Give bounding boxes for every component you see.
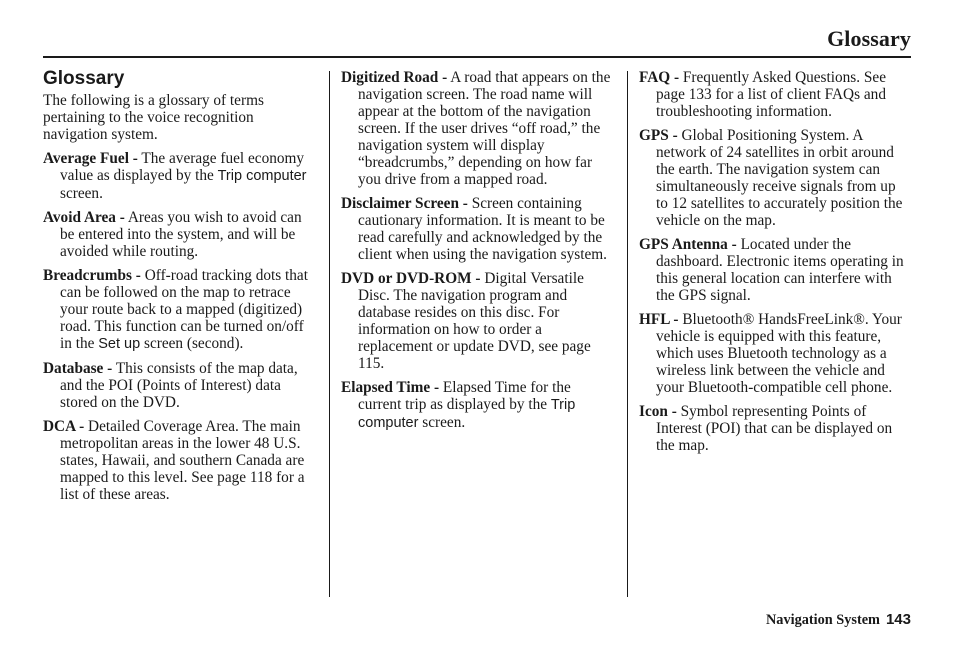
- glossary-definition: Located under the dashboard. Electronic items operating in this general location can interfere with the GPS signal.: [656, 236, 904, 304]
- column-2: [341, 69, 613, 439]
- glossary-term: Database -: [43, 360, 113, 377]
- page-number: 143: [885, 611, 911, 628]
- glossary-entry-icon: [639, 403, 911, 454]
- column-divider-2: [627, 71, 628, 597]
- glossary-entry-avoid-area: [43, 209, 315, 260]
- section-intro: The following is a glossary of terms pertaining to the voice recognition navigation system.: [43, 92, 264, 143]
- section-title: Glossary: [43, 68, 125, 89]
- column-divider-1: [329, 71, 330, 597]
- footer-label: Navigation System: [765, 612, 880, 628]
- glossary-entry-elapsed-time: [341, 379, 613, 432]
- glossary-term: Breadcrumbs -: [43, 267, 141, 284]
- ui-label: Set up: [98, 336, 141, 352]
- glossary-entry-database: [43, 360, 315, 411]
- glossary-definition: Areas you wish to avoid can be entered into the system, and will be avoided while routing.: [60, 209, 302, 260]
- header-rule: [43, 56, 911, 58]
- glossary-definition-tail: screen.: [60, 185, 103, 202]
- glossary-term: Avoid Area -: [43, 209, 125, 226]
- glossary-definition: Digital Versatile Disc. The navigation program and database resides on this disc. For information on how to order a replacement or update DVD, see page 115.: [358, 270, 591, 372]
- glossary-term: Average Fuel -: [43, 150, 138, 167]
- glossary-term: Digitized Road -: [341, 69, 448, 86]
- glossary-term: DVD or DVD-ROM -: [341, 270, 481, 287]
- page-header-title: Glossary: [827, 26, 911, 51]
- glossary-definition: Bluetooth® HandsFreeLink®. Your vehicle is equipped with this feature, which uses Bluetooth technology as a wireless link between the vehicle and your Bluetooth-compatible cell phone.: [656, 311, 902, 396]
- glossary-definition-tail: screen.: [418, 414, 466, 431]
- glossary-entry-dca: [43, 418, 315, 503]
- glossary-definition: A road that appears on the navigation screen. The road name will appear at the bottom of the navigation screen. If the user drives “off road,” the navigation system will display “breadcrumbs,” depending on how far you drive from a mapped road.: [358, 69, 611, 188]
- glossary-term: GPS Antenna -: [639, 236, 737, 253]
- glossary-term: FAQ -: [639, 69, 680, 86]
- glossary-term: GPS -: [639, 127, 678, 144]
- glossary-entry-dvd: [341, 270, 613, 372]
- column-3: [639, 69, 911, 461]
- glossary-term: Disclaimer Screen -: [341, 195, 468, 212]
- glossary-term: DCA -: [43, 418, 85, 435]
- glossary-term: Elapsed Time -: [341, 379, 440, 396]
- glossary-definition: Symbol representing Points of Interest (POI) that can be displayed on the map.: [656, 403, 893, 454]
- glossary-entry-gps: [639, 127, 911, 229]
- ui-label: Trip computer: [217, 168, 307, 184]
- glossary-definition: Detailed Coverage Area. The main metropolitan areas in the lower 48 U.S. states, Hawaii, and southern Canada are mapped to this level. See page 118 for a list of these areas.: [60, 418, 305, 503]
- glossary-definition: Elapsed Time for the current trip as displayed by the: [358, 379, 571, 413]
- glossary-definition: Screen containing cautionary information. It is meant to be read carefully and acknowledged by the client when using the navigation system.: [358, 195, 607, 263]
- glossary-entry-gps-antenna: [639, 236, 911, 304]
- glossary-definition: Frequently Asked Questions. See page 133 for a list of client FAQs and troubleshooting information.: [656, 69, 886, 120]
- glossary-entry-breadcrumbs: [43, 267, 315, 353]
- glossary-entry-faq: [639, 69, 911, 120]
- glossary-definition: The average fuel economy value as displayed by the: [60, 150, 305, 184]
- glossary-definition: Off-road tracking dots that can be followed on the map to retrace your route back to a mapped (digitized) road. This function can be turned on/off in the: [60, 267, 308, 352]
- glossary-term: Icon -: [639, 403, 677, 420]
- glossary-entry-average-fuel: [43, 150, 315, 202]
- ui-label: Trip computer: [358, 397, 576, 431]
- glossary-entry-digitized-road: [341, 69, 613, 188]
- glossary-entry-disclaimer-screen: [341, 195, 613, 263]
- glossary-definition-tail: screen (second).: [140, 335, 244, 352]
- glossary-term: HFL -: [639, 311, 679, 328]
- glossary-definition: Global Positioning System. A network of 24 satellites in orbit around the earth. The navigation system can simultaneously receive signals from up to 12 satellites to accurately position the vehicle on the map.: [656, 127, 903, 229]
- glossary-definition: This consists of the map data, and the POI (Points of Interest) data stored on the DVD.: [60, 360, 298, 411]
- column-1: [43, 69, 315, 510]
- glossary-entry-hfl: [639, 311, 911, 396]
- page-footer: [766, 611, 911, 629]
